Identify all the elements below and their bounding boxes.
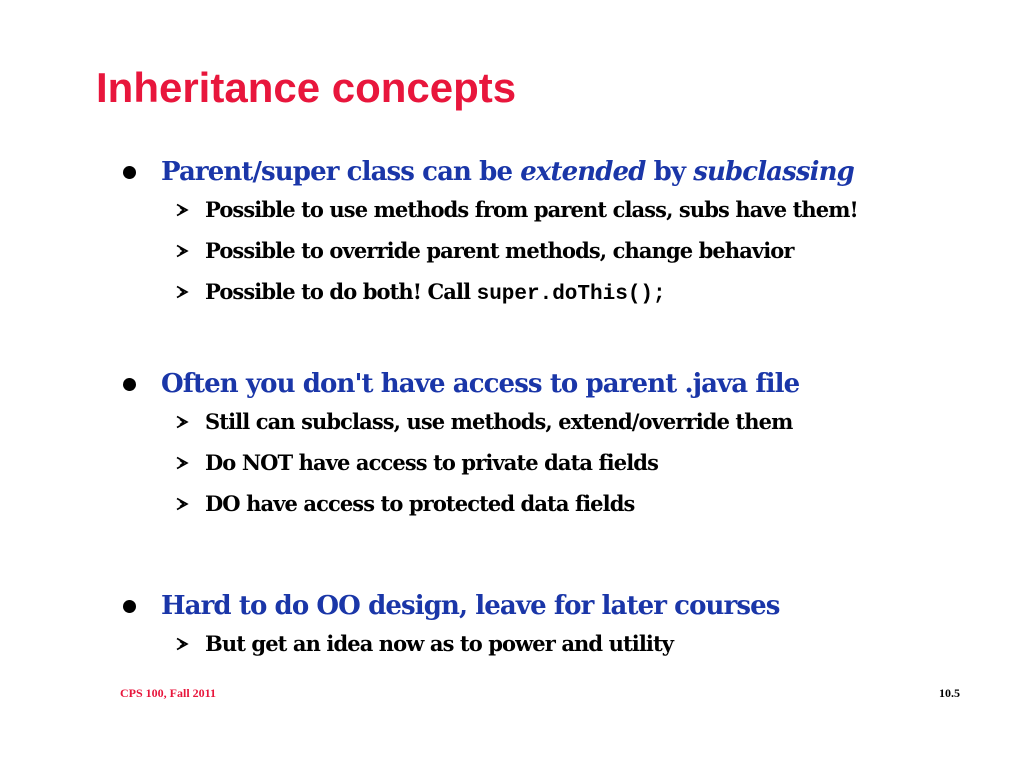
sub-bullet-item [118, 445, 998, 486]
bullet-section-1 [118, 152, 998, 315]
sub-bullet-text: But get an idea now as to power and utility [205, 631, 674, 656]
sub-bullet-text [205, 274, 666, 313]
chevron-right-icon [175, 203, 189, 217]
bullet-text-part: Parent/super class can be [161, 157, 521, 187]
chevron-right-icon [175, 497, 189, 511]
sub-bullet-text: Do NOT have access to private data fields [205, 450, 658, 475]
code-snippet: super.doThis(); [476, 283, 666, 306]
bullet-dot-icon [123, 600, 136, 613]
bullet-emphasis: extended [520, 157, 646, 187]
bullet-dot-icon [123, 166, 136, 179]
chevron-right-icon [175, 637, 189, 651]
bullet-text-part: by [645, 157, 694, 187]
sub-bullet-item [118, 192, 998, 233]
bullet-section-3 [118, 586, 998, 667]
chevron-right-icon [175, 244, 189, 258]
sub-bullet-item [118, 486, 998, 527]
sub-bullet-text-part: Possible to do both! Call [205, 279, 477, 304]
sub-bullet-item [118, 274, 998, 315]
sub-bullet-text: DO have access to protected data fields [205, 491, 635, 516]
chevron-right-icon [175, 285, 189, 299]
sub-bullet-item [118, 233, 998, 274]
sub-bullet-text: Possible to use methods from parent class, subs have them! [205, 197, 858, 222]
bullet-text: Often you don't have access to parent .java file [161, 369, 800, 399]
bullet-item [118, 586, 998, 626]
slide-title: Inheritance concepts [96, 64, 517, 111]
sub-bullet-item [118, 626, 998, 667]
sub-bullet-text: Possible to override parent methods, change behavior [205, 238, 794, 263]
bullet-item [118, 364, 998, 404]
bullet-emphasis: subclassing [693, 157, 854, 187]
bullet-text: Hard to do OO design, leave for later courses [161, 591, 780, 621]
sub-bullet-item [118, 404, 998, 445]
footer-page-number: 10.5 [939, 686, 960, 700]
bullet-item [118, 152, 998, 192]
footer-course: CPS 100, Fall 2011 [120, 686, 217, 700]
sub-bullet-text: Still can subclass, use methods, extend/override them [205, 409, 793, 434]
chevron-right-icon [175, 456, 189, 470]
bullet-section-2 [118, 364, 998, 527]
bullet-dot-icon [123, 378, 136, 391]
bullet-text [161, 152, 854, 192]
chevron-right-icon [175, 415, 189, 429]
